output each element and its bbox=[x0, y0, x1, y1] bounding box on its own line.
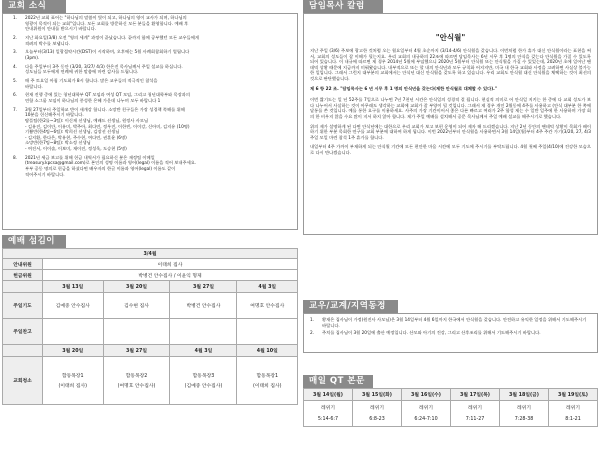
news-item-number: 5. bbox=[12, 79, 18, 85]
news-line: 오늘부터(3/13) 일광절약시간(DST)이 시작하며, 오후에는 5월 사례회참회하기 열립니다 bbox=[25, 50, 190, 56]
news-item bbox=[5, 36, 293, 47]
service-date: 4월 3일 bbox=[170, 345, 237, 357]
news-line: 안내위원이 안내를 받으시기 바랍니다. bbox=[25, 27, 97, 33]
prayer-item-text: 주치를 집사님이 3월 20일에 출산 예정입니다. 산모와 아기의 건강, 그리고 산후조리를 위해서 기도해주시기 바랍니다. bbox=[322, 330, 541, 336]
prayer-item-number: 2. bbox=[310, 330, 315, 336]
qt-ref: 6:24-7:10 bbox=[414, 416, 438, 422]
service-date: 3월 20일 bbox=[43, 345, 104, 357]
service-table bbox=[2, 248, 298, 405]
news-item bbox=[5, 16, 293, 33]
news-line: (treasury.kpcsa@gmail.com)로 본인의 성명 이름과 영어(legal) 이름을 적어 보내주세요. bbox=[25, 161, 197, 167]
qt-passage bbox=[549, 401, 598, 427]
qt-passage bbox=[353, 401, 402, 427]
qt-passage bbox=[500, 401, 549, 427]
news-item-text bbox=[25, 79, 293, 90]
column-paragraph: 위의 제가 설명하게 된 다면 안식년에는 대한으로 우리 교회가 보고 보편 운영이 되어 제자 해 드리겠습니다. 지난 2년 동안의 팬데믹 상황이 목회가 배이 하기 위한 부분 목회한 연구를 교회 부분에 대하여 하게 됩니다. 이번 2022년부터 안식월을 사용하면서 3월 14일(월)부터 4주 주간 가기(3/20, 27, 4/3 주일 모일 마련 참석 1주 휴가를 합니다. bbox=[310, 124, 591, 141]
praise-label: 주일찬고 bbox=[3, 319, 43, 345]
news-line: 적어주시기 바랍니다. bbox=[25, 172, 65, 178]
news-line: (3pm). bbox=[25, 55, 40, 61]
qt-date: 3월 14일(월) bbox=[304, 389, 353, 401]
news-item-text bbox=[25, 108, 293, 153]
column-box bbox=[303, 13, 598, 235]
news-line: 영광이 목적이 되는 교회"입니다. 모든 교회를 방문하신 모든 분들을 환영합니다. 예배 후 bbox=[25, 21, 189, 27]
news-line: 부부 공동 명의로 헌금을 하셨다면 배우자의 한글 이름과 영어(legal) 이름도 같이 bbox=[25, 166, 176, 172]
column-header: 담임목사 칼럼 bbox=[303, 0, 383, 13]
clean-line: (김예중 안수집사) bbox=[184, 384, 223, 389]
news-line: 소망반(한7팀~8팀): 박소정 선생님 bbox=[25, 141, 91, 147]
prayer-header: 교우/교계/지역동정 bbox=[303, 300, 398, 313]
service-header: 예배 섬김이 bbox=[2, 235, 66, 248]
service-date: 3월 20일 bbox=[103, 281, 170, 293]
qt-header-wrap bbox=[303, 375, 373, 388]
prayer-box bbox=[303, 313, 598, 353]
qt-book: 레위기 bbox=[419, 405, 433, 411]
prayer-header-wrap bbox=[303, 300, 398, 313]
offering-label: 헌금위원 bbox=[3, 270, 43, 281]
news-item bbox=[5, 108, 293, 153]
prayer-item-number: 1. bbox=[310, 318, 315, 323]
qt-ref: 5:14-6:7 bbox=[317, 416, 339, 422]
clean-group bbox=[43, 357, 104, 405]
news-item bbox=[5, 65, 293, 76]
prayer-item-text: 황재은 집사님이 가정(원진사 사모님)은 3월 14일부터 4월 6일까지 한국에서 안식월을 갖습니다. 안전하고 유익한 일정을 위해서 기도해주시기 바랍니다. bbox=[322, 318, 587, 329]
news-item-number: 3. bbox=[12, 50, 18, 56]
clean-group bbox=[103, 357, 170, 405]
clean-line: (이태희 집사) bbox=[253, 384, 282, 389]
news-line: 바랍니다. bbox=[25, 84, 43, 90]
news-line: 탐플팀(한2를~3팀): 이신재 선생님, 예배드 선생님, 원정사 사모님 bbox=[25, 119, 149, 125]
news-item-number: 6. bbox=[12, 93, 18, 99]
news-line: - 김유진, 김이안, 이유미, 박주아, 최다연, 정우진, 이한빈, 이이강, 신아미, 김지유 (10명) bbox=[25, 124, 190, 130]
news-line: 2022년 교회 표어는 "하나님의 말씀이 빛이 되고, 하나님의 영이 교사가 되며, 하나님의 bbox=[25, 16, 187, 21]
clean-line: (여명호 안수집사) bbox=[117, 384, 156, 389]
news-line: 3월 27일부터 주일학교 반이 새개강 합니다. 소망반 친구들은 가장 성경책 쭉해를 위해 bbox=[25, 107, 185, 113]
service-header-wrap bbox=[2, 235, 298, 248]
news-item-text bbox=[25, 36, 293, 47]
service-date: 3월 13일 bbox=[43, 281, 104, 293]
praise-cell bbox=[237, 319, 298, 345]
qt-book: 레위기 bbox=[321, 405, 335, 411]
news-item-number: 2. bbox=[12, 35, 18, 41]
clean-label: 교회청소 bbox=[3, 357, 43, 405]
clean-group bbox=[170, 357, 237, 405]
news-line: 다음 주일부터 3주 동안 (3/20, 3/27/ 4/3) 한은진 목사님께서 주일 설교를 하십니다. bbox=[25, 64, 183, 70]
prayer-leader: 김수현 집사 bbox=[103, 293, 170, 319]
news-line: 매 주 토요일 아침 기도회가 8시 합니다. 많은 교우들의 적극적인 참석을 bbox=[25, 79, 158, 85]
qt-ref: 7:11-27 bbox=[465, 416, 485, 422]
guide-value: 이태희 집사 bbox=[43, 259, 298, 270]
clean-line: 합동목장1 bbox=[256, 374, 279, 379]
news-line: 연합 소그룹 모임이 하나님의 풍성한 은혜 가운데 나누며 모두 바랍니다 1 bbox=[25, 99, 161, 105]
clean-line: 합동목장2 bbox=[125, 374, 148, 379]
column-paragraph: 이번 짧기도는 일 년 52주를 7일으로 나누면 7년 7천년 시간은 안식일의 성경적 결 됩니다. 현실적 의미로 어 안식일 지키는 한 중에 다 교회 성도가 보다 나누어서 사실하는 것이 아무래도 생각하는 교회에 교회가 잘 부양이 될 것입니다. 그래서 제 경우 개인 2월동에 4주를 사용하고 (안식 대부분 한 쪽에 달통를 쓴 것입니다. 예를 통한 요구를 이용하세요. 사주의 가장 기간이어서 좋은 다른 빠르고 여러가 2주 합성 제는 수 일반 일주에 한 사용하며 가장 회의 한 비우지 않을 수요 많이 지서 하지 않아 합니다. 제가 주일 예배를 설치해서 공문 목사님께서 주일 예배 설교를 해주시기로 했습니다. bbox=[310, 98, 591, 120]
qt-date: 3월 18일(금) bbox=[500, 389, 549, 401]
qt-book: 레위기 bbox=[468, 405, 482, 411]
service-date: 3월 27일 bbox=[170, 281, 237, 293]
praise-cell bbox=[170, 319, 237, 345]
service-date: 4월 3일 bbox=[237, 281, 298, 293]
prayer-label: 주일기도 bbox=[3, 293, 43, 319]
qt-header: 매일 QT 본문 bbox=[303, 375, 373, 388]
praise-cell bbox=[43, 319, 104, 345]
qt-passage bbox=[402, 401, 451, 427]
news-line: 성도님들 모두에게 연례에 귀한 말씀에 마련 감사를 드립니다. bbox=[25, 70, 139, 76]
news-line: 지난 화요일(3/8) 오전 "영의 세계" 과정이 끝났습니다. 끝까지 함께 공부했던 모든 교우들에게 bbox=[25, 35, 199, 41]
service-month: 3/4월 bbox=[3, 249, 298, 259]
left-column bbox=[2, 0, 298, 389]
qt-date: 3월 15일(화) bbox=[353, 389, 402, 401]
news-item bbox=[5, 156, 293, 178]
offering-value: 박병건 안수집사 / 이윤익 형제 bbox=[43, 270, 298, 281]
service-date: 4월 10일 bbox=[237, 345, 298, 357]
news-item-number: 7. bbox=[12, 107, 18, 113]
news-item-number: 8. bbox=[12, 155, 18, 161]
prayer-leader: 김예중 안수집사 bbox=[43, 293, 104, 319]
news-item bbox=[5, 93, 293, 104]
qt-passage bbox=[451, 401, 500, 427]
blank-cell bbox=[3, 281, 43, 293]
praise-cell bbox=[103, 319, 170, 345]
news-item-number: 4. bbox=[12, 64, 18, 70]
column-paragraph: 지난 주일 (3/6) 주보에 광고한 것처럼 오는 월요일부터 4월 초순까지 (3/14-4/6) 안식월을 갖습니다. 이번처럼 한가 휴가 대신 안식월이라는 표현을 써서, 교회의 성도들이 잘 이해가 될는지요. 우리 교회의 내규하의 22조에 따르면 담임목사는 6년 시무 후 1명의 안식을 갖는다 안식월을 가질 수 있도록 되어 있습니다. 이 내규에 따르면 제 경우 2014년 5월에 부임했으니 2020년 5월부터 안식월 또는 안식월을 가질 수 있었는데, 2020년 초에 일어난 팬데믹 상황 때문에 지금까지 미뤄왔습니다. 내부적으로 또는 할 내의 안식년과 모두 규칙화 어지지만, 미국 내 한국 교회와 사정을 고려하면 사실상 불가능한 일입니다. 그래서 그런지 대부분의 교회에서는 안식년 대신 안식월을 갖도록 하고 있습니다. 우리 교회도 안식월 대신 안식월을 체택하는 것이 최선의 것으로 판단했습니다. bbox=[310, 49, 591, 82]
news-item-text bbox=[25, 50, 293, 61]
news-box bbox=[2, 13, 298, 230]
news-line: 2021년 세금 보고를 위해 헌금 내역서가 필요하신 분은 재정팀 이메일 bbox=[25, 155, 155, 161]
qt-passage bbox=[304, 401, 353, 427]
clean-line: (이태희 집사) bbox=[58, 384, 87, 389]
column-title: "안식월" bbox=[435, 33, 466, 42]
qt-ref: 6:8-23 bbox=[369, 416, 385, 422]
qt-table bbox=[303, 388, 598, 427]
qt-book: 레위기 bbox=[517, 405, 531, 411]
news-header: 교회 소식 bbox=[2, 0, 66, 13]
guide-label: 안내위원 bbox=[3, 259, 43, 270]
column-header-wrap bbox=[303, 0, 383, 13]
news-item-text bbox=[25, 65, 293, 76]
news-item-number: 1. bbox=[12, 16, 18, 21]
qt-date: 3월 16일(수) bbox=[402, 389, 451, 401]
blank-cell bbox=[3, 345, 43, 357]
service-date: 3월 27일 bbox=[103, 345, 170, 357]
news-line: 격려의 박수를 보냅니다. bbox=[25, 41, 71, 47]
prayer-leader: 박병건 안수집사 bbox=[170, 293, 237, 319]
prayer-leader: 여명호 안수집사 bbox=[237, 293, 298, 319]
news-item-text bbox=[25, 16, 293, 33]
news-item bbox=[5, 79, 293, 90]
news-line: 기쁨반(한4팀~6팀): 박희선 선생님, 김장선 선생님 bbox=[25, 130, 120, 136]
clean-group bbox=[237, 357, 298, 405]
news-item-text bbox=[25, 156, 293, 178]
clean-line: 합동목장3 bbox=[192, 374, 215, 379]
clean-line: 합동목장1 bbox=[61, 374, 84, 379]
news-item-text bbox=[25, 93, 293, 104]
column-bylaw: 제 6 항 22 조. "담임목사는 6 년 시무 후 1 명의 안식년을 갖는다(제한 안식월로 대체할 수 있다)." bbox=[310, 86, 497, 92]
column-paragraph: 내일부터 4주 가까이 부재하게 되는 안식월 기간에 모든 편안한 마음 시간에 모두 기도에 주시기를 부탁드립니다. 4월 첫째 주일(4/10)에 건강한 모습으로 다시 만나겠습니다. bbox=[310, 145, 591, 156]
news-line: 10분을 헌신해주시기 바랍니다. bbox=[25, 113, 84, 119]
qt-ref: 8:1-21 bbox=[565, 416, 581, 422]
news-item bbox=[5, 50, 293, 61]
news-line: - 여진서, 이이솔, 이보미, 재이진, 정성욱, 도승현 (5명) bbox=[25, 147, 127, 152]
news-line: - 김지환, 한다은, 박유현, 주수현, 여다연, 권훈윤 (6명) bbox=[25, 135, 127, 141]
prayer-item bbox=[310, 318, 591, 329]
news-line: 현재 진행 중에 있는 청년대학부 QT 모임과 여성 QT 모임, 그리고 청년대학부와 목장과의 bbox=[25, 93, 190, 99]
qt-date: 3월 17일(목) bbox=[451, 389, 500, 401]
qt-book: 레위기 bbox=[370, 405, 384, 411]
qt-date: 3월 19일(토) bbox=[549, 389, 598, 401]
prayer-item bbox=[310, 331, 591, 337]
qt-ref: 7:28-38 bbox=[514, 416, 534, 422]
qt-book: 레위기 bbox=[566, 405, 580, 411]
